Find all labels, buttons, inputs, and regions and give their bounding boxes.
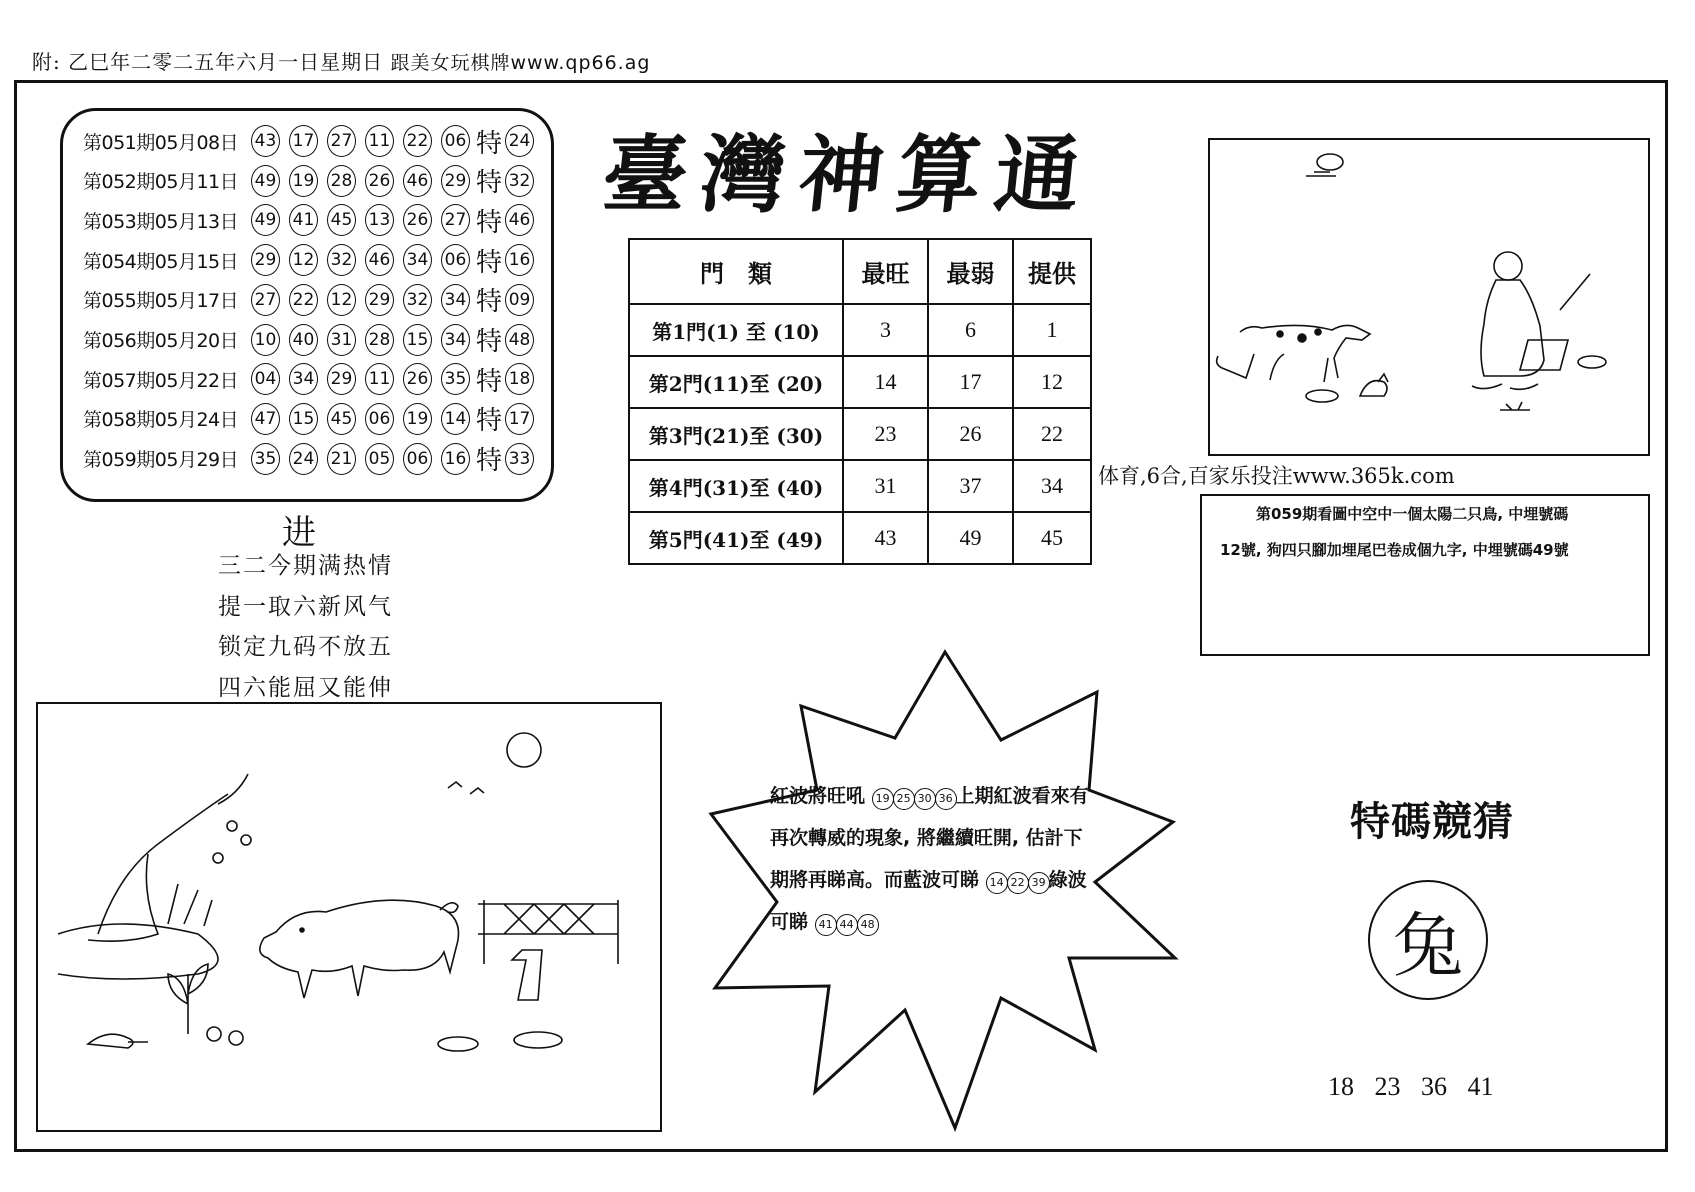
number-ball: 27	[327, 125, 356, 157]
special-label: 特	[476, 128, 503, 159]
min-cell: 49	[928, 512, 1013, 564]
red-num: 19	[872, 788, 894, 810]
pig-drawing	[38, 704, 660, 1130]
draw-label: 第057期05月22日	[83, 369, 239, 392]
number-ball: 29	[251, 244, 280, 276]
special-label: 特	[476, 287, 503, 318]
red-num: 30	[914, 788, 936, 810]
history-row	[83, 163, 543, 199]
header-give: 提供	[1013, 239, 1091, 304]
star-text	[770, 775, 1090, 943]
table-row	[629, 304, 1091, 356]
poem-line: 四六能屈又能伸	[218, 675, 393, 701]
number-ball: 27	[441, 204, 470, 236]
draw-label: 第056期05月20日	[83, 330, 239, 352]
number-ball: 41	[289, 204, 318, 236]
number-ball: 14	[441, 403, 470, 435]
history-row	[83, 401, 543, 437]
number-ball: 06	[403, 443, 432, 475]
poem-line: 三二今期满热情	[218, 553, 393, 579]
number-ball: 35	[441, 363, 470, 395]
number-ball: 47	[251, 403, 280, 435]
draw-label: 第055期05月17日	[83, 290, 239, 313]
header-gate: 門 類	[629, 239, 843, 304]
table-row	[629, 512, 1091, 564]
illustration-dog-man	[1208, 138, 1650, 456]
header-max: 最旺	[843, 239, 928, 304]
draw-label: 第051期05月08日	[83, 131, 239, 154]
number-ball: 46	[403, 165, 432, 197]
special-ball: 46	[505, 204, 534, 236]
number-ball: 04	[251, 363, 280, 395]
blue-nums	[986, 869, 1049, 891]
history-row	[83, 202, 543, 238]
min-cell: 37	[928, 460, 1013, 512]
number-ball: 16	[441, 443, 470, 475]
red-num: 36	[935, 788, 957, 810]
number-ball: 32	[403, 284, 432, 316]
number-ball: 45	[327, 403, 356, 435]
number-ball: 05	[365, 443, 394, 475]
number-ball: 34	[441, 284, 470, 316]
give-cell: 34	[1013, 460, 1091, 512]
give-cell: 1	[1013, 304, 1091, 356]
star-p3: 綠波可睇	[770, 869, 1087, 933]
number-ball: 46	[365, 244, 394, 276]
number-ball: 24	[289, 443, 318, 475]
header-date: 附: 乙巳年二零二五年六月一日星期日	[32, 50, 384, 74]
green-nums	[815, 911, 878, 933]
draw-label: 第058期05月24日	[83, 409, 239, 432]
red-nums	[872, 785, 956, 807]
special-label: 特	[476, 247, 503, 278]
number-ball: 22	[289, 284, 318, 316]
history-row	[83, 282, 543, 318]
number-ball: 45	[327, 204, 356, 236]
special-label: 特	[476, 406, 503, 437]
header-min: 最弱	[928, 239, 1013, 304]
number-ball: 31	[327, 324, 356, 356]
number-ball: 28	[327, 165, 356, 197]
draw-label: 第059期05月29日	[83, 449, 239, 472]
number-ball: 11	[365, 125, 394, 157]
special-label: 特	[476, 446, 503, 477]
green-num: 48	[857, 914, 879, 936]
special-label: 特	[476, 207, 503, 238]
number-ball: 13	[365, 204, 394, 236]
table-row	[629, 356, 1091, 408]
draw-label: 第054期05月15日	[83, 250, 239, 273]
table-row	[629, 408, 1091, 460]
gate-table	[628, 238, 1092, 565]
special-ball: 48	[505, 324, 534, 356]
number-ball: 19	[403, 403, 432, 435]
guess-numbers: 18 23 36 41	[1328, 1072, 1494, 1101]
red-num: 25	[893, 788, 915, 810]
number-ball: 49	[251, 204, 280, 236]
max-cell: 23	[843, 408, 928, 460]
zodiac-label: 兔	[1393, 904, 1463, 987]
blue-num: 39	[1028, 872, 1050, 894]
blue-num: 14	[986, 872, 1008, 894]
number-ball: 29	[441, 165, 470, 197]
max-cell: 14	[843, 356, 928, 408]
guess-title: 特碼競猜	[1350, 798, 1514, 845]
give-cell: 22	[1013, 408, 1091, 460]
number-ball: 26	[403, 204, 432, 236]
number-ball: 26	[403, 363, 432, 395]
number-ball: 27	[251, 284, 280, 316]
max-cell: 31	[843, 460, 928, 512]
number-ball: 17	[289, 125, 318, 157]
number-ball: 34	[289, 363, 318, 395]
zodiac-badge	[1368, 880, 1488, 1000]
draw-label: 第052期05月11日	[83, 171, 239, 194]
number-ball: 29	[365, 284, 394, 316]
number-ball: 49	[251, 165, 280, 197]
number-ball: 34	[441, 324, 470, 356]
history-row	[83, 242, 543, 278]
number-ball: 40	[289, 324, 318, 356]
special-ball: 33	[505, 443, 534, 475]
gate-cell: 第5門(41)至 (49)	[629, 512, 843, 564]
dog-man-drawing	[1210, 140, 1648, 454]
number-ball: 21	[327, 443, 356, 475]
number-ball: 15	[403, 324, 432, 356]
gate-cell: 第3門(21)至 (30)	[629, 408, 843, 460]
number-ball: 43	[251, 125, 280, 157]
blue-num: 22	[1007, 872, 1029, 894]
special-label: 特	[476, 168, 503, 199]
special-label: 特	[476, 327, 503, 357]
give-cell: 45	[1013, 512, 1091, 564]
green-num: 44	[836, 914, 858, 936]
star-p2: 上期紅波看來有再次轉威的現象, 將繼續旺開, 估計下期將再睇高。而藍波可睇	[770, 785, 1089, 891]
table-row	[629, 460, 1091, 512]
max-cell: 43	[843, 512, 928, 564]
min-cell: 17	[928, 356, 1013, 408]
number-ball: 34	[403, 244, 432, 276]
max-cell: 3	[843, 304, 928, 356]
number-ball: 28	[365, 324, 394, 356]
illustration-pig	[36, 702, 662, 1132]
special-label: 特	[476, 366, 503, 397]
number-ball: 22	[403, 125, 432, 157]
star-p1: 紅波將旺吼	[770, 785, 866, 807]
number-ball: 11	[365, 363, 394, 395]
number-ball: 06	[441, 125, 470, 157]
give-cell: 12	[1013, 356, 1091, 408]
draw-label: 第053期05月13日	[83, 210, 239, 233]
number-ball: 19	[289, 165, 318, 197]
number-ball: 35	[251, 443, 280, 475]
number-ball: 32	[327, 244, 356, 276]
special-ball: 17	[505, 403, 534, 435]
number-ball: 06	[365, 403, 394, 435]
green-num: 41	[815, 914, 837, 936]
page-title: 臺灣神算通	[598, 125, 1099, 224]
min-cell: 6	[928, 304, 1013, 356]
history-row	[83, 441, 543, 477]
min-cell: 26	[928, 408, 1013, 460]
number-ball: 12	[327, 284, 356, 316]
header-line	[32, 46, 650, 75]
note-line: 第059期看圖中空中一個太陽二只鳥, 中埋號碼	[1256, 505, 1569, 523]
note-line: 12號, 狗四只腳加埋尾巴卷成個九字, 中埋號碼49號	[1220, 541, 1569, 559]
gate-cell: 第1門(1) 至 (10)	[629, 304, 843, 356]
special-ball: 16	[505, 244, 534, 276]
poem-heading: 进	[282, 513, 316, 553]
special-ball: 24	[505, 125, 534, 157]
number-ball: 29	[327, 363, 356, 395]
history-panel	[60, 108, 554, 502]
history-row	[83, 322, 543, 358]
gate-table-header	[629, 239, 1091, 304]
hint-note	[1200, 494, 1650, 656]
header-ad[interactable]: 跟美女玩棋牌www.qp66.ag	[390, 52, 651, 74]
gate-cell: 第2門(11)至 (20)	[629, 356, 843, 408]
number-ball: 26	[365, 165, 394, 197]
poem-line: 提一取六新风气	[218, 594, 393, 620]
history-row	[83, 361, 543, 397]
number-ball: 12	[289, 244, 318, 276]
gate-cell: 第4門(31)至 (40)	[629, 460, 843, 512]
number-ball: 10	[251, 324, 280, 356]
poem-line: 锁定九码不放五	[218, 634, 393, 660]
ad-link[interactable]: 体育,6合,百家乐投注www.365k.com	[1098, 464, 1455, 488]
special-ball: 32	[505, 165, 534, 197]
history-row	[83, 123, 543, 159]
special-ball: 09	[505, 284, 534, 316]
special-ball: 18	[505, 363, 534, 395]
number-ball: 06	[441, 244, 470, 276]
number-ball: 15	[289, 403, 318, 435]
